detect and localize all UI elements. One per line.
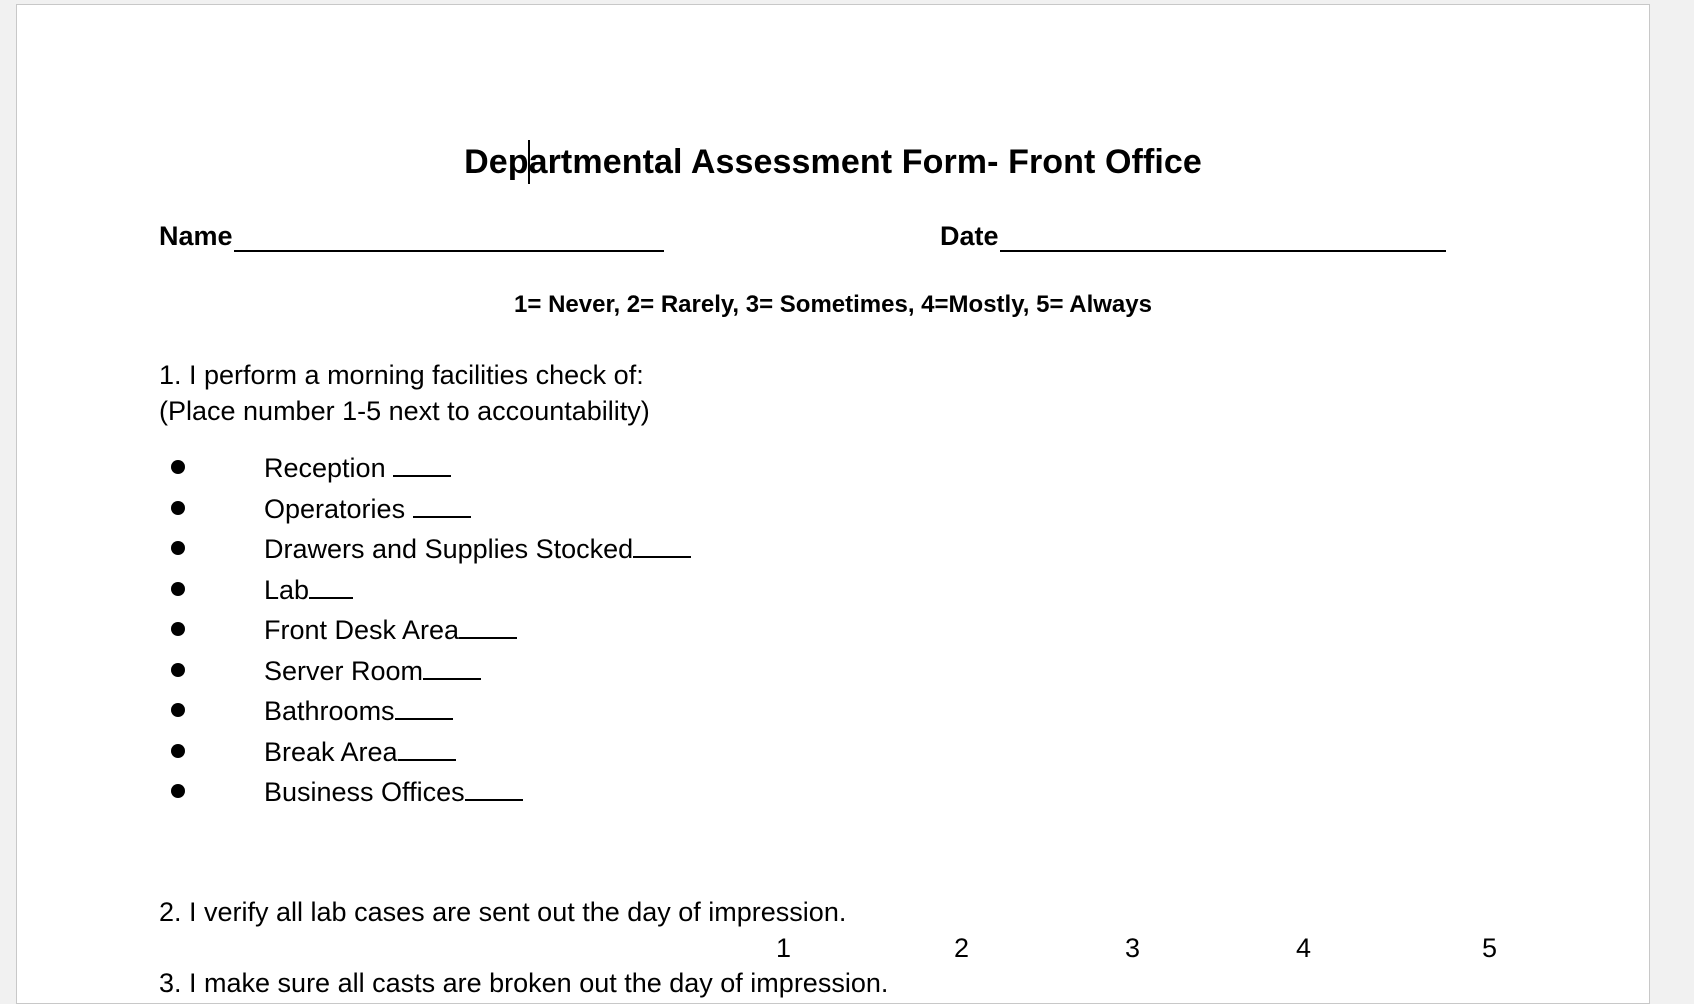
bullet-icon: [171, 541, 185, 555]
checklist-item-label: Operatories: [264, 493, 406, 524]
rating-scale-legend: 1= Never, 2= Rarely, 3= Sometimes, 4=Mostly, 5= Always: [514, 291, 1152, 318]
question-1-text: 1. I perform a morning facilities check of:: [159, 360, 644, 390]
date-blank-line[interactable]: [1000, 222, 1446, 252]
question-1-instruction: (Place number 1-5 next to accountability): [159, 396, 650, 426]
date-label: Date: [940, 221, 999, 251]
rating-blank[interactable]: [413, 488, 471, 518]
checklist-item-label: Drawers and Supplies Stocked: [264, 534, 634, 564]
bullet-icon: [171, 784, 185, 798]
bullet-icon: [171, 744, 185, 758]
checklist-item-label: Break Area: [264, 736, 398, 767]
rating-blank[interactable]: [423, 650, 481, 680]
question-2-option-5[interactable]: 5: [1482, 933, 1498, 963]
checklist-item-label: Bathrooms: [264, 696, 395, 726]
name-blank-line[interactable]: [234, 222, 664, 252]
name-field[interactable]: [159, 221, 664, 252]
rating-blank[interactable]: [393, 447, 451, 477]
form-title: Departmental Assessment Form- Front Office: [464, 143, 1202, 181]
bullet-icon: [171, 460, 185, 474]
name-label: Name: [159, 221, 233, 251]
question-2-option-3[interactable]: 3: [1125, 933, 1141, 963]
checklist-item-label: Front Desk Area: [264, 615, 460, 645]
bullet-icon: [171, 501, 185, 515]
question-3-text: 3. I make sure all casts are broken out the day of impression.: [159, 968, 889, 998]
bullet-icon: [171, 622, 185, 636]
checklist-item-label: Business Offices: [264, 777, 465, 807]
checklist-item-label: Lab: [264, 574, 310, 605]
rating-blank[interactable]: [465, 771, 523, 801]
rating-blank[interactable]: [309, 569, 353, 599]
question-2-option-1[interactable]: 1: [776, 933, 792, 963]
rating-blank[interactable]: [633, 528, 691, 558]
rating-blank[interactable]: [395, 690, 453, 720]
checklist-item-label: Server Room: [264, 655, 424, 686]
question-2-option-4[interactable]: 4: [1296, 933, 1312, 963]
question-2-option-2[interactable]: 2: [954, 933, 970, 963]
date-field[interactable]: [940, 221, 1446, 252]
rating-blank[interactable]: [459, 609, 517, 639]
checklist-item-label: Reception: [264, 453, 386, 483]
question-2-text: 2. I verify all lab cases are sent out the day of impression.: [159, 897, 847, 927]
document-page: [16, 4, 1650, 1004]
bullet-icon: [171, 582, 185, 596]
rating-blank[interactable]: [398, 731, 456, 761]
bullet-icon: [171, 703, 185, 717]
bullet-icon: [171, 663, 185, 677]
